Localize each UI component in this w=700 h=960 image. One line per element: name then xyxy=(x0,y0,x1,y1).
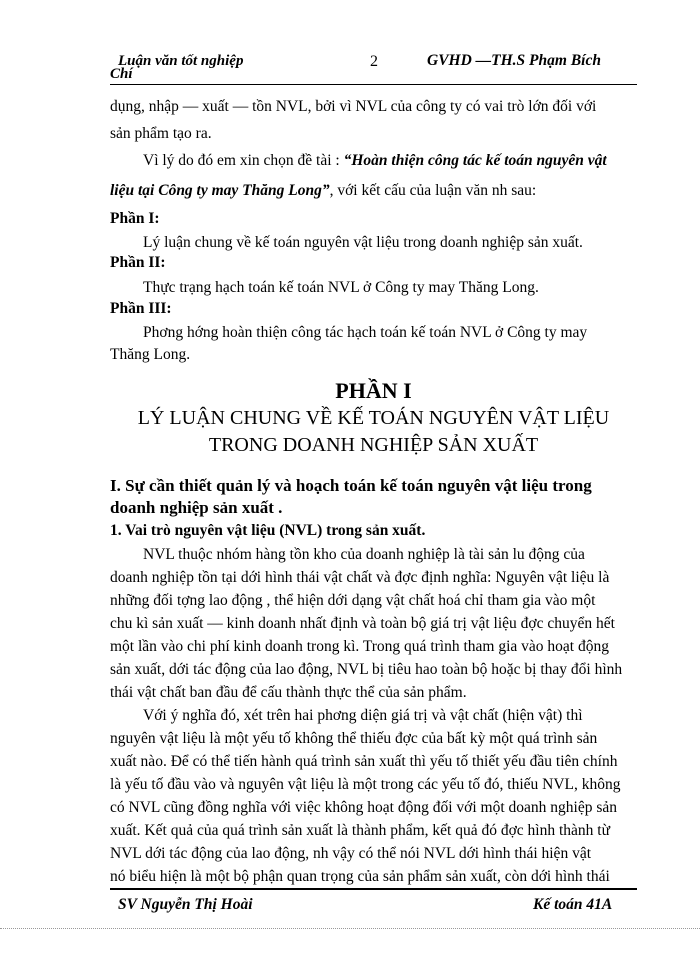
body-line: chu kì sản xuất — kinh doanh nhất định và toàn bộ giá trị vật liệu đợc chuyển hết xyxy=(110,615,615,632)
subsection-heading: 1. Vai trò nguyên vật liệu (NVL) trong sản xuất. xyxy=(110,522,426,539)
chapter-subtitle-line-1: LÝ LUẬN CHUNG VỀ KẾ TOÁN NGUYÊN VẬT LIỆU xyxy=(137,407,610,429)
body-line: có NVL cũng đồng nghĩa với việc không hoạt động đối với một doanh nghiệp sản xyxy=(110,799,618,816)
header-left-continued: Chí xyxy=(110,66,133,82)
body-line: Với ý nghĩa đó, xét trên hai phơng diện giá trị và vật chất (hiện vật) thì xyxy=(143,707,583,724)
intro-line-2: sản phẩm tạo ra. xyxy=(110,125,212,142)
header-rule xyxy=(110,84,637,85)
thesis-title-part-1: “Hoàn thiện công tác kế toán nguyên vật xyxy=(343,152,607,169)
intro-line-3 xyxy=(143,151,607,170)
part-1-label: Phần I: xyxy=(110,210,160,227)
part-3-text: Phơng hớng hoàn thiện công tác hạch toán kế toán NVL ở Công ty may xyxy=(143,324,588,341)
footer-class: Kế toán 41A xyxy=(533,896,613,913)
chapter-title: PHẦN I xyxy=(335,378,412,403)
body-line: nó biểu hiện là một bộ phận quan trọng của sản phẩm sản xuất, còn dới hình thái xyxy=(110,868,610,885)
footer-rule xyxy=(110,888,637,890)
part-3-label: Phần III: xyxy=(110,300,172,317)
body-line: là yếu tố đầu vào và nguyên vật liệu là một trong các yếu tố đó, thiếu NVL, không xyxy=(110,776,621,793)
intro-line-1: dụng, nhập — xuất — tồn NVL, bởi vì NVL của công ty có vai trò lớn đối với xyxy=(110,98,597,115)
body-line: xuất. Kết quả của quá trình sản xuất là thành phẩm, kết quả đó đợc hình thành từ xyxy=(110,822,610,839)
part-2-text: Thực trạng hạch toán kế toán NVL ở Công ty may Thăng Long. xyxy=(143,279,539,296)
page-edge-dotted-line xyxy=(0,928,700,929)
body-line: sản xuất, dới tác động của lao động, NVL bị tiêu hao toàn bộ hoặc bị thay đổi hình xyxy=(110,661,623,678)
footer-student: SV Nguyễn Thị Hoài xyxy=(118,896,253,913)
page-number: 2 xyxy=(370,53,378,70)
part-1-text: Lý luận chung về kế toán nguyên vật liệu trong doanh nghiệp sản xuất. xyxy=(143,234,583,251)
body-line: doanh nghiệp tồn tại dới hình thái vật chất và đợc định nghĩa: Nguyên vật liệu là xyxy=(110,569,610,586)
part-2-label: Phần II: xyxy=(110,254,166,271)
body-line: một lần vào chi phí kinh doanh trong kì. Trong quá trình tham gia vào hoạt động xyxy=(110,638,609,655)
intro-line-4-suffix: , với kết cấu của luận văn nh sau: xyxy=(329,182,537,199)
section-heading-line-2: doanh nghiệp sản xuất . xyxy=(110,498,283,517)
body-line: NVL dới tác động của lao động, nh vậy có thể nói NVL dới hình thái hiện vật xyxy=(110,845,591,862)
thesis-title-part-2: liệu tại Công ty may Thăng Long” xyxy=(110,182,330,199)
body-line: thái vật chất ban đầu để cấu thành thực thể của sản phẩm. xyxy=(110,684,467,701)
intro-line-4 xyxy=(110,181,536,200)
chapter-subtitle-line-2: TRONG DOANH NGHIỆP SẢN XUẤT xyxy=(208,434,539,456)
body-line: xuất nào. Để có thể tiến hành quá trình sản xuất thì yếu tố thiết yếu đầu tiên chính xyxy=(110,753,618,770)
header-right-supervisor: GVHD —TH.S Phạm Bích xyxy=(427,52,601,69)
body-line: nguyên vật liệu là một yếu tố không thể thiếu đợc của bất kỳ một quá trình sản xyxy=(110,730,598,747)
part-3-text-continued: Thăng Long. xyxy=(110,346,191,363)
body-line: những đối tợng lao động , thể hiện dới dạng vật chất hoá chỉ tham gia vào một xyxy=(110,592,596,609)
body-line: NVL thuộc nhóm hàng tồn kho của doanh nghiệp là tài sản lu động của xyxy=(143,546,585,563)
intro-line-3-prefix: Vì lý do đó em xin chọn đề tài : xyxy=(143,152,344,169)
header-left-title: Luận văn tốt nghiệp xyxy=(118,53,244,69)
section-heading-line-1: I. Sự cần thiết quản lý và hoạch toán kế toán nguyên vật liệu trong xyxy=(110,476,592,495)
